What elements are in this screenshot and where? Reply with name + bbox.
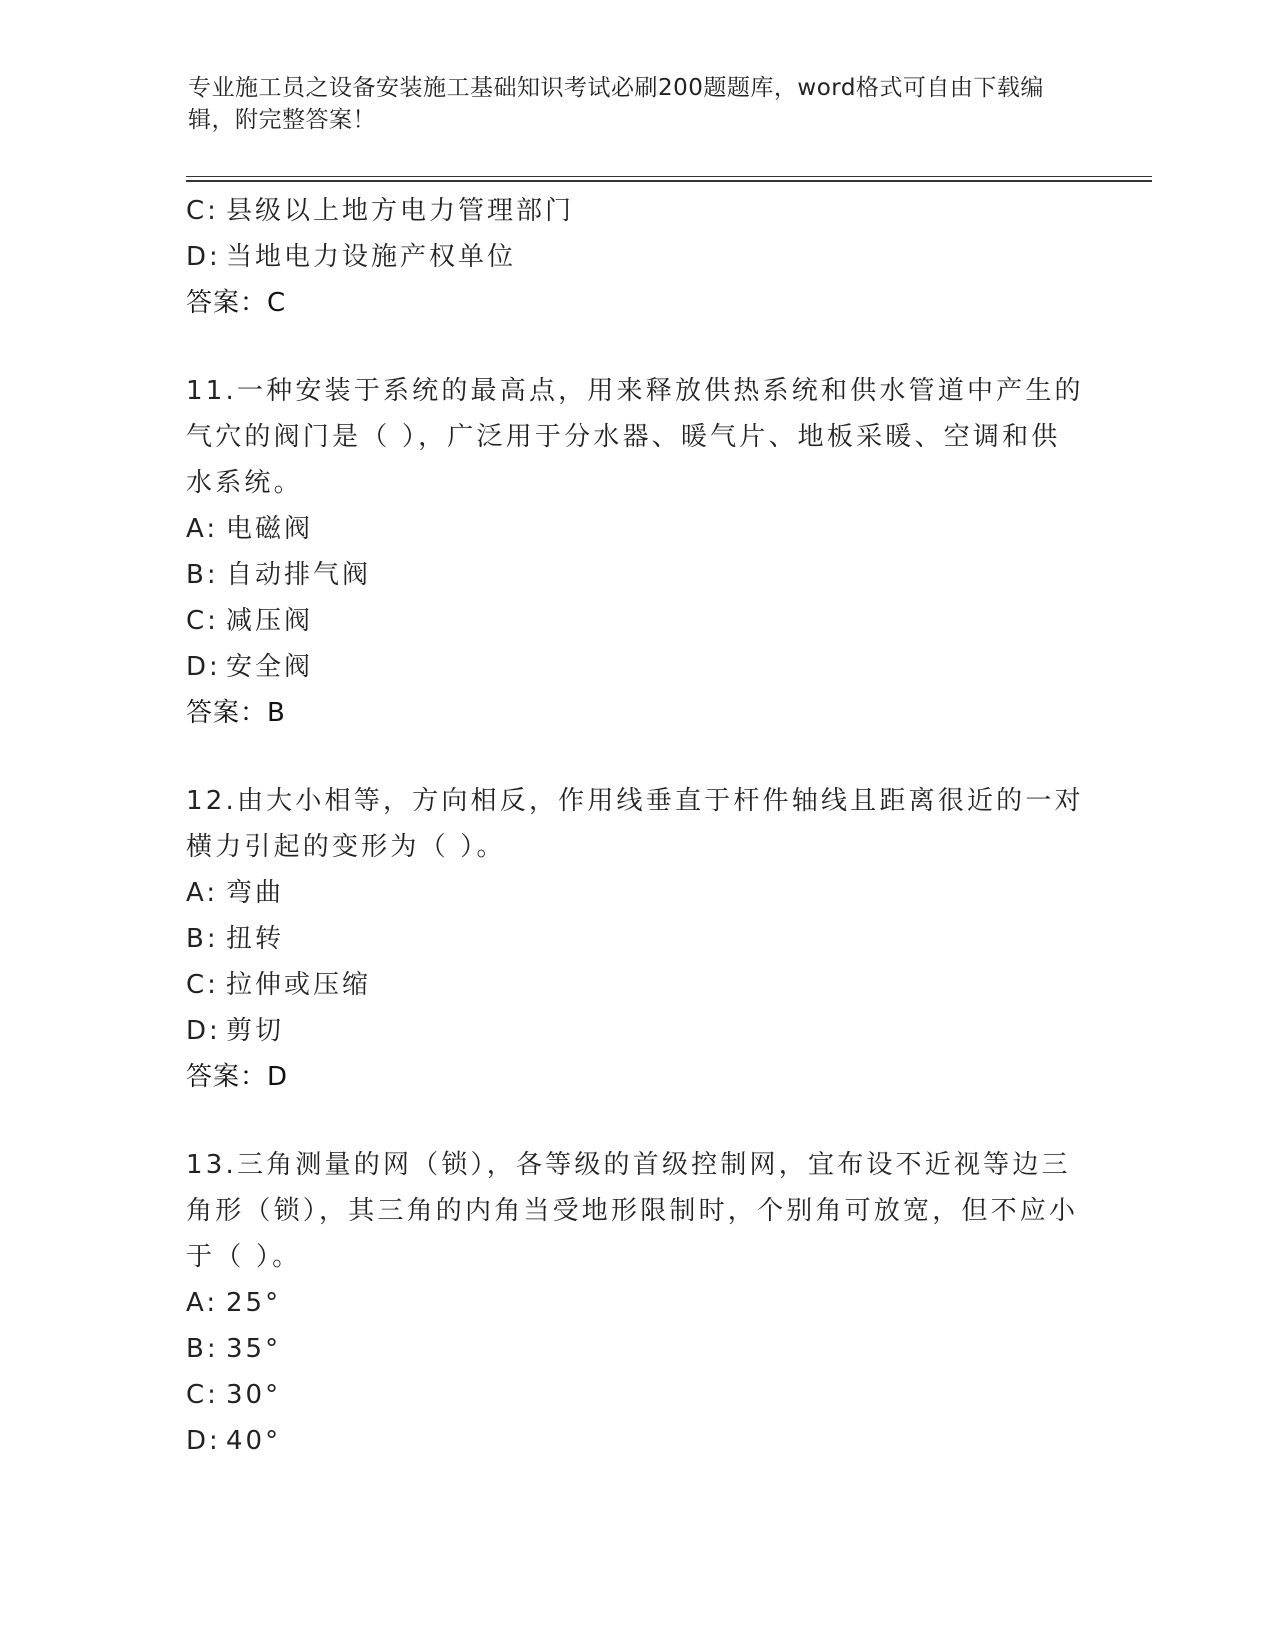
option-text: 安全阀 xyxy=(226,652,314,682)
option-b xyxy=(186,552,1086,598)
option-key: A: xyxy=(186,878,219,908)
option-key: D: xyxy=(186,1426,221,1456)
option-text: 扭转 xyxy=(226,924,285,954)
option-key: A: xyxy=(186,514,219,544)
option-text: 剪切 xyxy=(226,1016,285,1046)
option-text: 县级以上地方电力管理部门 xyxy=(226,196,575,226)
option-c xyxy=(186,598,1086,644)
document-header: 专业施工员之设备安装施工基础知识考试必刷200题题库，word格式可自由下载编辑，附完整答案！ xyxy=(188,75,1044,133)
option-key: A: xyxy=(186,1288,219,1318)
option-a xyxy=(186,1280,1086,1326)
option-text: 30° xyxy=(226,1380,282,1410)
answer-line: 答案：C xyxy=(186,288,287,318)
option-key: C: xyxy=(186,970,219,1000)
question-stem: 13.三角测量的网（锁），各等级的首级控制网，宜布设不近视等边三角形（锁），其三角的内角当受地形限制时，个别角可放宽，但不应小于（ ）。 xyxy=(186,1150,1079,1272)
option-text: 25° xyxy=(226,1288,282,1318)
option-text: 电磁阀 xyxy=(226,514,314,544)
option-b xyxy=(186,916,1086,962)
question-list xyxy=(186,188,1086,1464)
option-key: B: xyxy=(186,1334,219,1364)
option-key: D: xyxy=(186,1016,221,1046)
option-a xyxy=(186,506,1086,552)
option-d xyxy=(186,1008,1086,1054)
question-stem: 12.由大小相等，方向相反，作用线垂直于杆件轴线且距离很近的一对横力引起的变形为（ ）。 xyxy=(186,786,1084,862)
answer-line: 答案：D xyxy=(186,1062,289,1092)
option-text: 35° xyxy=(226,1334,282,1364)
option-key: B: xyxy=(186,924,219,954)
option-key: C: xyxy=(186,606,219,636)
option-c xyxy=(186,188,1086,234)
header-divider-thick xyxy=(186,180,1152,182)
option-text: 拉伸或压缩 xyxy=(226,970,372,1000)
header-divider-thin xyxy=(186,176,1152,177)
option-key: C: xyxy=(186,196,219,226)
option-text: 减压阀 xyxy=(226,606,314,636)
option-key: D: xyxy=(186,652,221,682)
option-key: B: xyxy=(186,560,219,590)
option-d xyxy=(186,1418,1086,1464)
option-b xyxy=(186,1326,1086,1372)
option-d xyxy=(186,234,1086,280)
option-text: 弯曲 xyxy=(226,878,285,908)
option-d xyxy=(186,644,1086,690)
option-a xyxy=(186,870,1086,916)
answer-line: 答案：B xyxy=(186,698,286,728)
option-c xyxy=(186,1372,1086,1418)
question-stem: 11.一种安装于系统的最高点，用来释放供热系统和供水管道中产生的气穴的阀门是（ ），广泛用于分水器、暖气片、地板采暖、空调和供水系统。 xyxy=(186,376,1084,498)
option-key: D: xyxy=(186,242,221,272)
option-text: 当地电力设施产权单位 xyxy=(226,242,517,272)
option-text: 自动排气阀 xyxy=(226,560,372,590)
option-c xyxy=(186,962,1086,1008)
option-text: 40° xyxy=(226,1426,282,1456)
option-key: C: xyxy=(186,1380,219,1410)
